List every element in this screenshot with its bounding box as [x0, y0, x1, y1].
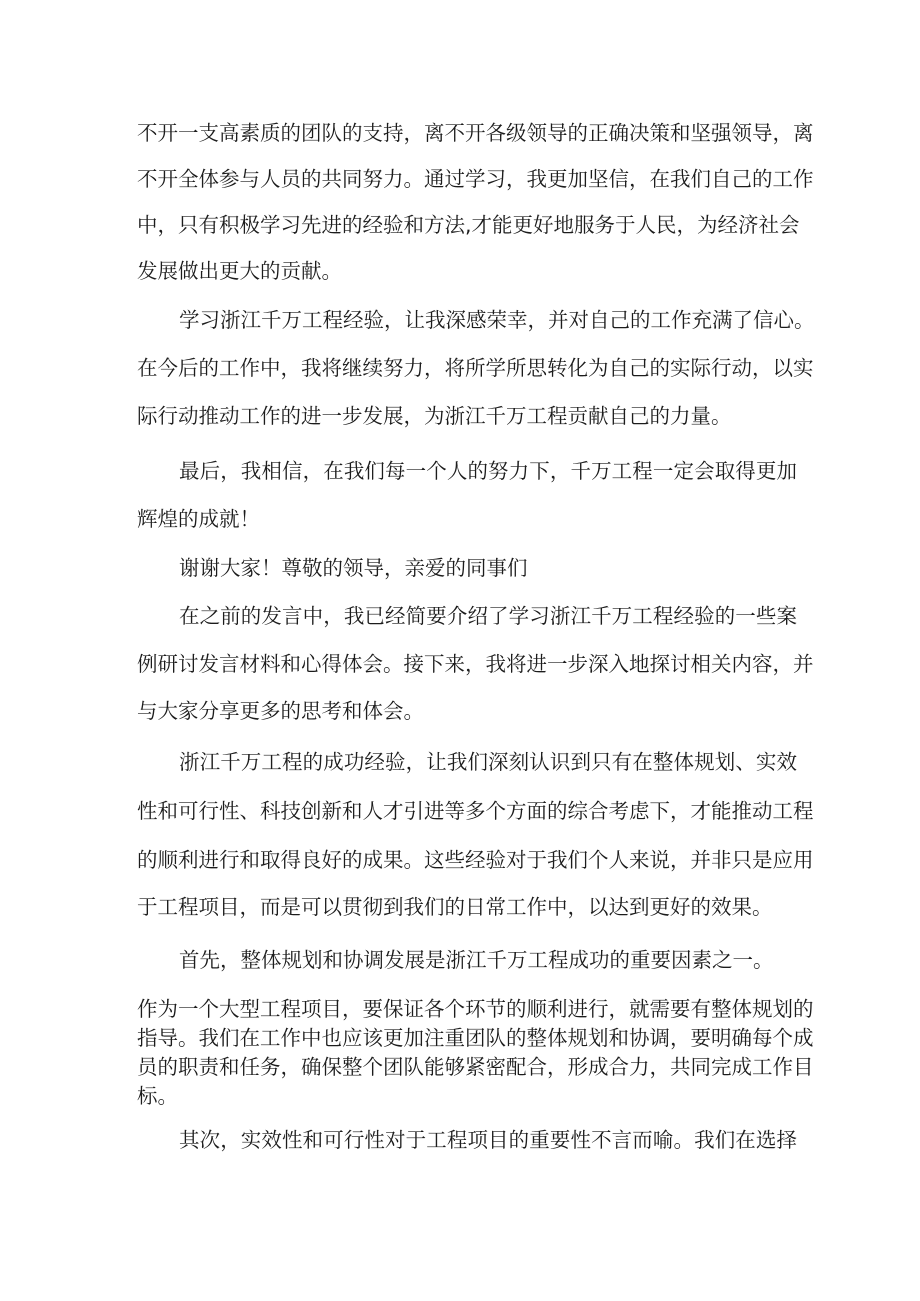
text-line: 辉煌的成就！ [137, 507, 260, 531]
text-line: 与大家分享更多的思考和体会。 [137, 699, 424, 723]
text-line: 的顺利进行和取得良好的成果。这些经验对于我们个人来说，并非只是应用 [137, 848, 814, 872]
text-line: 性和可行性、科技创新和人才引进等多个方面的综合考虑下，才能推动工程 [137, 799, 814, 823]
paragraph-first-line: 最后，我相信，在我们每一个人的努力下，千万工程一定会取得更加 [179, 459, 797, 483]
paragraph-first-line: 学习浙江千万工程经验，让我深感荣幸，并对自己的工作充满了信心。 [179, 308, 815, 332]
text-line: 作为一个大型工程项目，要保证各个环节的顺利进行，就需要有整体规划的 [137, 997, 814, 1021]
paragraph-first-line: 首先，整体规划和协调发展是浙江千万工程成功的重要因素之一。 [179, 948, 774, 972]
text-line: 于工程项目，而是可以贯彻到我们的日常工作中，以达到更好的效果。 [137, 895, 773, 919]
text-line: 不开一支高素质的团队的支持，离不开各级领导的正确决策和坚强领导，离 [137, 121, 814, 145]
text-line: 员的职责和任务，确保整个团队能够紧密配合，形成合力，共同完成工作目 [137, 1055, 814, 1079]
text-line: 际行动推动工作的进一步发展，为浙江千万工程贡献自己的力量。 [137, 404, 732, 428]
text-line: 不开全体参与人员的共同努力。通过学习，我更加坚信，在我们自己的工作 [137, 167, 814, 191]
text-line: 标。 [137, 1084, 178, 1108]
text-line: 在今后的工作中，我将继续努力，将所学所思转化为自己的实际行动，以实 [137, 356, 814, 380]
text-line: 指导。我们在工作中也应该更加注重团队的整体规划和协调，要明确每个成 [137, 1026, 814, 1050]
paragraph-first-line: 谢谢大家！尊敬的领导，亲爱的同事们 [179, 556, 528, 580]
paragraph-first-line: 其次，实效性和可行性对于工程项目的重要性不言而喻。我们在选择 [179, 1128, 797, 1152]
paragraph-first-line: 浙江千万工程的成功经验，让我们深刻认识到只有在整体规划、实效 [179, 750, 797, 774]
text-line: 中，只有积极学习先进的经验和方法,才能更好地服务于人民，为经济社会 [137, 213, 800, 237]
text-line: 发展做出更大的贡献。 [137, 259, 342, 283]
paragraph-first-line: 在之前的发言中，我已经简要介绍了学习浙江千万工程经验的一些案 [179, 604, 797, 628]
text-line: 例研讨发言材料和心得体会。接下来，我将进一步深入地探讨相关内容，并 [137, 652, 814, 676]
